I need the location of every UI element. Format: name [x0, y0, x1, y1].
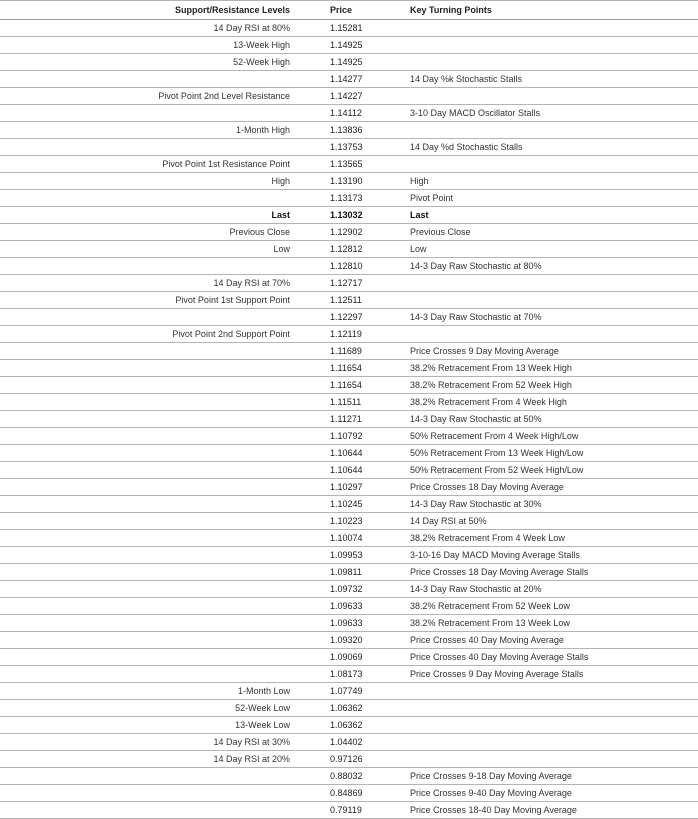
level-cell: [0, 343, 300, 360]
table-row: [0, 683, 698, 700]
level-cell: [0, 666, 300, 683]
price-cell: 1.09633: [300, 615, 402, 632]
turning-point-cell: 14-3 Day Raw Stochastic at 20%: [402, 581, 698, 598]
turning-point-cell: Price Crosses 9 Day Moving Average Stalls: [402, 666, 698, 683]
level-cell: Pivot Point 1st Resistance Point: [0, 156, 300, 173]
price-cell: 1.11689: [300, 343, 402, 360]
table-row: [0, 105, 698, 122]
turning-point-cell: [402, 326, 698, 343]
turning-point-cell: Pivot Point: [402, 190, 698, 207]
level-cell: [0, 615, 300, 632]
table-row: [0, 547, 698, 564]
price-cell: 1.11511: [300, 394, 402, 411]
level-cell: [0, 309, 300, 326]
level-cell: Pivot Point 1st Support Point: [0, 292, 300, 309]
level-cell: [0, 139, 300, 156]
turning-point-cell: [402, 275, 698, 292]
turning-point-cell: 38.2% Retracement From 13 Week Low: [402, 615, 698, 632]
turning-point-cell: [402, 156, 698, 173]
turning-point-cell: Previous Close: [402, 224, 698, 241]
level-cell: [0, 581, 300, 598]
table-row: [0, 20, 698, 37]
table-row: [0, 394, 698, 411]
turning-point-cell: Price Crosses 40 Day Moving Average: [402, 632, 698, 649]
price-cell: 1.09069: [300, 649, 402, 666]
level-cell: [0, 428, 300, 445]
level-cell: 14 Day RSI at 70%: [0, 275, 300, 292]
table-row: [0, 190, 698, 207]
level-cell: 1-Month Low: [0, 683, 300, 700]
turning-point-cell: 3-10 Day MACD Oscillator Stalls: [402, 105, 698, 122]
turning-point-cell: Price Crosses 18-40 Day Moving Average: [402, 802, 698, 819]
turning-point-cell: Price Crosses 9-18 Day Moving Average: [402, 768, 698, 785]
turning-point-cell: 14-3 Day Raw Stochastic at 50%: [402, 411, 698, 428]
table-row: [0, 564, 698, 581]
level-cell: [0, 394, 300, 411]
level-cell: [0, 802, 300, 819]
level-cell: Last: [0, 207, 300, 224]
table-row: [0, 734, 698, 751]
table-row: [0, 615, 698, 632]
price-cell: 1.10792: [300, 428, 402, 445]
turning-point-cell: 38.2% Retracement From 52 Week High: [402, 377, 698, 394]
turning-point-cell: Price Crosses 18 Day Moving Average: [402, 479, 698, 496]
price-cell: 1.12902: [300, 224, 402, 241]
table-row: [0, 309, 698, 326]
table-row: [0, 360, 698, 377]
turning-point-cell: 38.2% Retracement From 4 Week High: [402, 394, 698, 411]
price-cell: 1.10245: [300, 496, 402, 513]
table-row: [0, 275, 698, 292]
turning-point-cell: High: [402, 173, 698, 190]
price-cell: 1.11654: [300, 360, 402, 377]
price-cell: 1.12810: [300, 258, 402, 275]
level-cell: [0, 479, 300, 496]
price-cell: 1.14925: [300, 37, 402, 54]
table-row: [0, 700, 698, 717]
price-cell: 1.15281: [300, 20, 402, 37]
turning-point-cell: Last: [402, 207, 698, 224]
level-cell: [0, 513, 300, 530]
turning-point-cell: [402, 292, 698, 309]
price-cell: 1.10644: [300, 462, 402, 479]
table-header: [0, 1, 698, 20]
turning-point-cell: [402, 37, 698, 54]
table-row: [0, 377, 698, 394]
level-cell: [0, 632, 300, 649]
table-row: [0, 258, 698, 275]
price-cell: 1.09953: [300, 547, 402, 564]
price-cell: 1.12511: [300, 292, 402, 309]
turning-point-cell: 14-3 Day Raw Stochastic at 30%: [402, 496, 698, 513]
level-cell: [0, 768, 300, 785]
price-cell: 1.12297: [300, 309, 402, 326]
level-cell: [0, 71, 300, 88]
turning-point-cell: [402, 717, 698, 734]
price-cell: 1.13565: [300, 156, 402, 173]
table-row: [0, 530, 698, 547]
table-row: [0, 649, 698, 666]
table-row: [0, 139, 698, 156]
price-cell: 1.14112: [300, 105, 402, 122]
price-cell: 0.84869: [300, 785, 402, 802]
price-cell: 1.10644: [300, 445, 402, 462]
level-cell: 52-Week Low: [0, 700, 300, 717]
level-cell: High: [0, 173, 300, 190]
price-cell: 1.09732: [300, 581, 402, 598]
level-cell: Low: [0, 241, 300, 258]
table-row: [0, 292, 698, 309]
level-cell: [0, 360, 300, 377]
level-cell: [0, 564, 300, 581]
table-row: [0, 156, 698, 173]
table-row: [0, 326, 698, 343]
price-cell: 1.13753: [300, 139, 402, 156]
header-key-turning-points: Key Turning Points: [402, 1, 698, 20]
turning-point-cell: 38.2% Retracement From 13 Week High: [402, 360, 698, 377]
turning-point-cell: [402, 20, 698, 37]
turning-point-cell: 14 Day %k Stochastic Stalls: [402, 71, 698, 88]
price-cell: 0.88032: [300, 768, 402, 785]
level-cell: [0, 377, 300, 394]
price-cell: 1.10297: [300, 479, 402, 496]
price-cell: 1.13190: [300, 173, 402, 190]
price-cell: 1.11654: [300, 377, 402, 394]
level-cell: [0, 496, 300, 513]
level-cell: Previous Close: [0, 224, 300, 241]
turning-point-cell: Price Crosses 9 Day Moving Average: [402, 343, 698, 360]
header-row: [0, 1, 698, 20]
turning-point-cell: [402, 734, 698, 751]
table-row: [0, 785, 698, 802]
table-row: [0, 479, 698, 496]
turning-point-cell: Price Crosses 18 Day Moving Average Stalls: [402, 564, 698, 581]
level-cell: [0, 411, 300, 428]
price-cell: 1.06362: [300, 717, 402, 734]
table-row: [0, 598, 698, 615]
price-cell: 0.97126: [300, 751, 402, 768]
table-row: [0, 496, 698, 513]
turning-point-cell: [402, 122, 698, 139]
level-cell: 1-Month High: [0, 122, 300, 139]
price-cell: 1.06362: [300, 700, 402, 717]
price-cell: 1.04402: [300, 734, 402, 751]
turning-point-cell: [402, 88, 698, 105]
price-cell: 1.08173: [300, 666, 402, 683]
table-row: [0, 173, 698, 190]
price-cell: 1.14277: [300, 71, 402, 88]
table-row: [0, 343, 698, 360]
price-cell: 1.13173: [300, 190, 402, 207]
table-row: [0, 751, 698, 768]
price-cell: 1.10074: [300, 530, 402, 547]
level-cell: 52-Week High: [0, 54, 300, 71]
price-cell: 1.14227: [300, 88, 402, 105]
level-cell: [0, 445, 300, 462]
turning-point-cell: [402, 751, 698, 768]
level-cell: 14 Day RSI at 30%: [0, 734, 300, 751]
table-row: [0, 462, 698, 479]
level-cell: Pivot Point 2nd Support Point: [0, 326, 300, 343]
price-cell: 1.12119: [300, 326, 402, 343]
table-row: [0, 632, 698, 649]
header-support-resistance-levels: Support/Resistance Levels: [0, 1, 300, 20]
table-row: [0, 513, 698, 530]
turning-point-cell: [402, 683, 698, 700]
price-cell: 1.13836: [300, 122, 402, 139]
table-row: [0, 768, 698, 785]
table-row: [0, 122, 698, 139]
turning-point-cell: 50% Retracement From 13 Week High/Low: [402, 445, 698, 462]
table-row: [0, 241, 698, 258]
turning-point-cell: 38.2% Retracement From 52 Week Low: [402, 598, 698, 615]
level-cell: [0, 462, 300, 479]
price-cell: 1.11271: [300, 411, 402, 428]
price-cell: 1.09320: [300, 632, 402, 649]
turning-point-cell: 14 Day RSI at 50%: [402, 513, 698, 530]
price-cell: 0.79119: [300, 802, 402, 819]
price-cell: 1.09633: [300, 598, 402, 615]
table-row: [0, 666, 698, 683]
price-cell: 1.13032: [300, 207, 402, 224]
table-row: [0, 71, 698, 88]
table-row: [0, 224, 698, 241]
level-cell: 13-Week Low: [0, 717, 300, 734]
turning-point-cell: 14 Day %d Stochastic Stalls: [402, 139, 698, 156]
level-cell: [0, 547, 300, 564]
table-row: [0, 581, 698, 598]
price-cell: 1.14925: [300, 54, 402, 71]
table-row: [0, 207, 698, 224]
table-row: [0, 717, 698, 734]
level-cell: [0, 105, 300, 122]
turning-point-cell: Low: [402, 241, 698, 258]
level-cell: [0, 530, 300, 547]
turning-point-cell: Price Crosses 9-40 Day Moving Average: [402, 785, 698, 802]
level-cell: [0, 258, 300, 275]
turning-point-cell: 50% Retracement From 4 Week High/Low: [402, 428, 698, 445]
table-row: [0, 54, 698, 71]
table-row: [0, 445, 698, 462]
level-cell: [0, 649, 300, 666]
price-cell: 1.07749: [300, 683, 402, 700]
price-cell: 1.12812: [300, 241, 402, 258]
level-cell: 14 Day RSI at 80%: [0, 20, 300, 37]
turning-point-cell: 38.2% Retracement From 4 Week Low: [402, 530, 698, 547]
turning-point-cell: 14-3 Day Raw Stochastic at 80%: [402, 258, 698, 275]
turning-point-cell: 50% Retracement From 52 Week High/Low: [402, 462, 698, 479]
level-cell: [0, 190, 300, 207]
table-row: [0, 802, 698, 819]
turning-point-cell: Price Crosses 40 Day Moving Average Stalls: [402, 649, 698, 666]
header-price: Price: [300, 1, 402, 20]
turning-point-cell: 3-10-16 Day MACD Moving Average Stalls: [402, 547, 698, 564]
price-cell: 1.09811: [300, 564, 402, 581]
price-cell: 1.10223: [300, 513, 402, 530]
level-cell: 14 Day RSI at 20%: [0, 751, 300, 768]
table-row: [0, 428, 698, 445]
level-cell: [0, 598, 300, 615]
table-row: [0, 411, 698, 428]
table-body: [0, 20, 698, 819]
level-cell: Pivot Point 2nd Level Resistance: [0, 88, 300, 105]
turning-point-cell: [402, 54, 698, 71]
turning-point-cell: [402, 700, 698, 717]
turning-point-cell: 14-3 Day Raw Stochastic at 70%: [402, 309, 698, 326]
level-cell: [0, 785, 300, 802]
level-cell: 13-Week High: [0, 37, 300, 54]
table-row: [0, 88, 698, 105]
table-row: [0, 37, 698, 54]
price-cell: 1.12717: [300, 275, 402, 292]
